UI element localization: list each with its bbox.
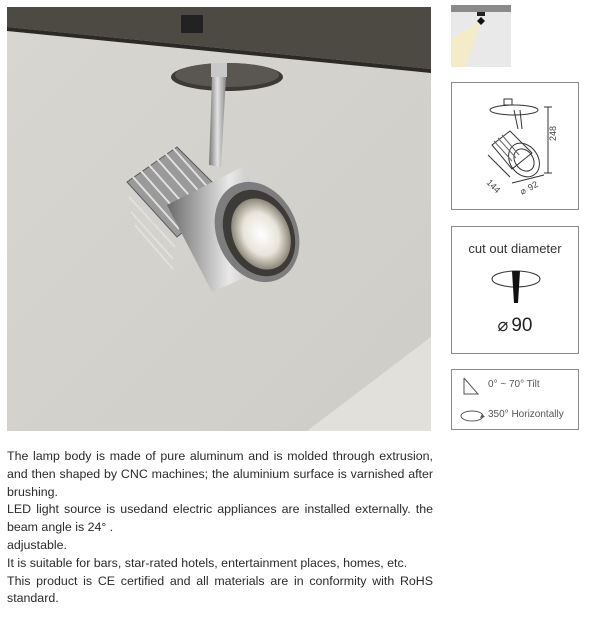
fixture-dimension-drawing — [452, 83, 578, 209]
rotation-arrow-icon — [458, 408, 486, 424]
diameter-dimension-label: 92 — [526, 179, 540, 193]
cutout-hole-icon — [488, 267, 544, 307]
diameter-symbol: ⌀ — [518, 185, 528, 197]
adjustment-panel — [451, 369, 579, 430]
description-line-5: This product is CE certified and all materials are in conformity with RoHS standard. — [7, 573, 433, 606]
product-description — [7, 448, 433, 608]
description-line-4: It is suitable for bars, star-rated hotels, entertainment places, homes, etc. — [7, 555, 408, 570]
diameter-symbol-icon: ⌀ — [497, 315, 509, 335]
cutout-number: 90 — [511, 315, 533, 336]
description-line-1: The lamp body is made of pure aluminum and is molded through extrusion, and then shaped by CNC machines; the aluminium surface is varnished after brushing. — [7, 449, 433, 499]
recessed-spot-section-icon — [451, 5, 511, 67]
product-photo — [7, 7, 431, 431]
height-dimension-label: 248 — [548, 125, 558, 141]
cutout-value — [452, 315, 578, 337]
tilt-angle-icon — [460, 376, 482, 396]
description-line-3: adjustable. — [7, 537, 67, 552]
rotation-range-text: 350° Horizontally — [488, 409, 564, 420]
description-line-2: LED light source is usedand electric appliances are installed externally. the beam angle is 24° . — [7, 502, 433, 535]
cutout-title: cut out diameter — [468, 241, 562, 256]
dimension-drawing-panel — [451, 82, 579, 210]
tilt-range-text: 0° ~ 70° Tilt — [488, 379, 540, 390]
depth-dimension-label: 144 — [484, 177, 503, 196]
cutout-diameter-panel — [451, 226, 579, 354]
